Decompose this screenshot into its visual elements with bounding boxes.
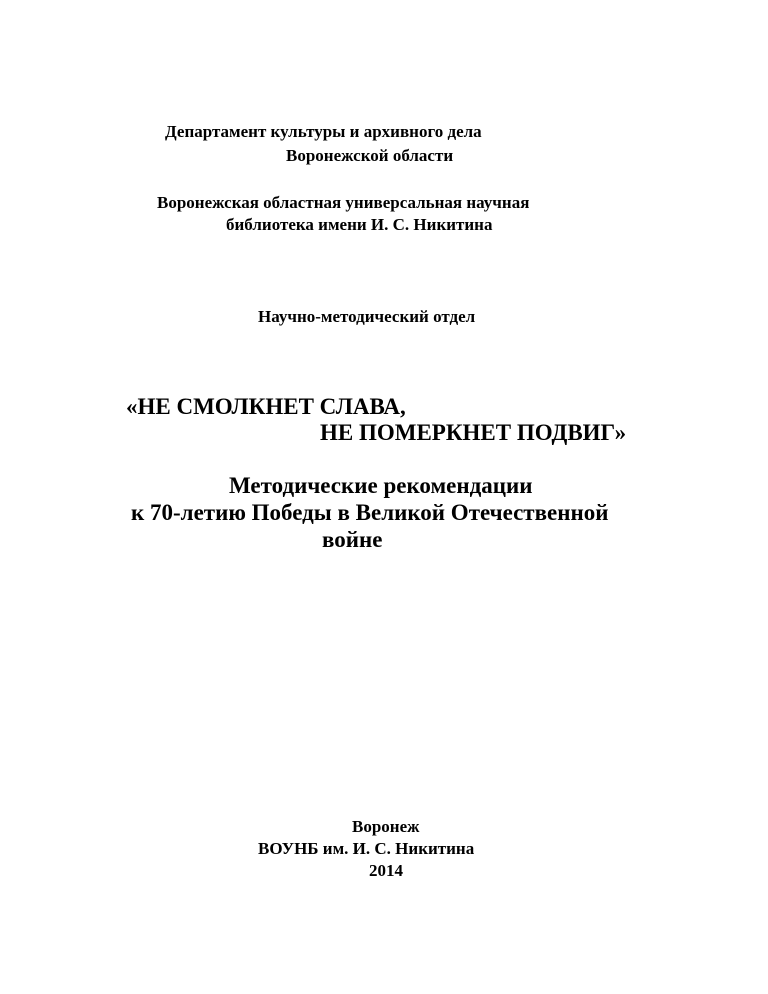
subtitle-line-2: к 70-летию Победы в Великой Отечественной [131, 500, 609, 525]
title-line-1: «НЕ СМОЛКНЕТ СЛАВА, [126, 394, 406, 419]
library-line-1: Воронежская областная универсальная научная [157, 193, 530, 212]
imprint-city: Воронеж [352, 817, 420, 836]
subtitle-line-3: войне [322, 527, 383, 552]
division-name: Научно-методический отдел [258, 307, 476, 326]
library-line-2: библиотека имени И. С. Никитина [226, 215, 493, 234]
imprint-publisher: ВОУНБ им. И. С. Никитина [258, 839, 475, 858]
subtitle-line-1: Методические рекомендации [229, 473, 533, 498]
title-line-2: НЕ ПОМЕРКНЕТ ПОДВИГ» [320, 420, 627, 445]
imprint-year: 2014 [369, 861, 403, 880]
department-line-1: Департамент культуры и архивного дела [165, 122, 482, 141]
department-line-2: Воронежской области [286, 146, 454, 165]
